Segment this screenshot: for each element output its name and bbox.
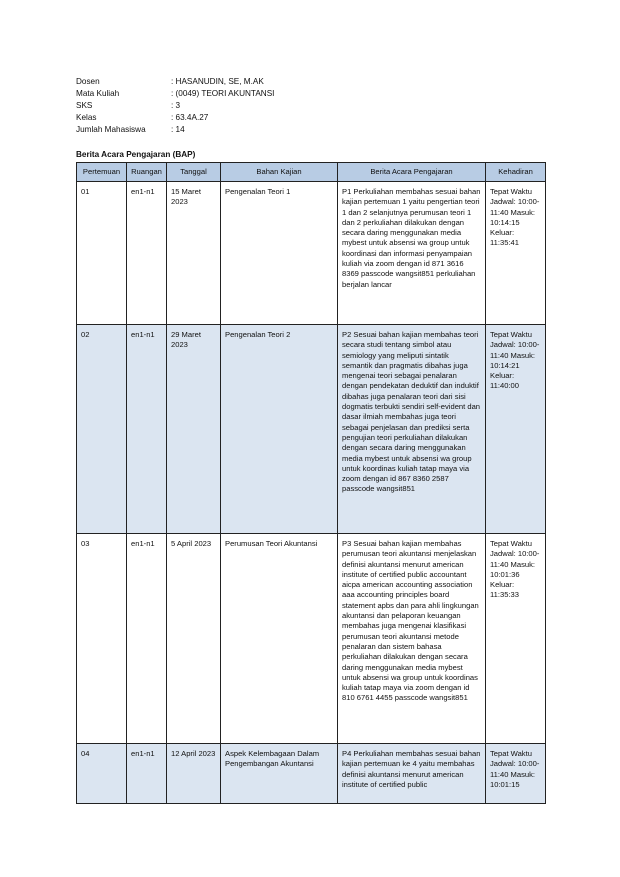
table-row: [77, 534, 546, 744]
section-title: Berita Acara Pengajaran (BAP): [76, 150, 196, 159]
cell-bahan-kajian: Pengenalan Teori 2: [221, 325, 338, 534]
info-row-sks: [76, 100, 274, 112]
cell-pertemuan: 03: [77, 534, 127, 744]
column-header-ruangan: Ruangan: [127, 163, 167, 182]
cell-kehadiran: Tepat Waktu Jadwal: 10:00-11:40 Masuk: 10:01:36 Keluar: 11:35:33: [486, 534, 546, 744]
cell-berita-acara: P2 Sesuai bahan kajian membahas teori secara studi tentang simbol atau semiology yang meliputi sintatik semantik dan pragmatis dibahas juga mengenai teori sebagai penalaran dengan pendekatan deduktif dan induktif dibahas juga penalaran teori dari sisi dogmatis terbukti sendiri self-evident dan dasar ilmiah membahas juga teori sebagai penjelasan dan prediksi serta pengujian teori perkuliahan dilakukan dengan secara daring menggunakan media mybest untuk absensi wa group untuk koordinas kuliah tatap maya via zoom dengan id 867 8360 2587 passcode wangsit851: [338, 325, 486, 534]
cell-bahan-kajian: Aspek Kelembagaan Dalam Pengembangan Akuntansi: [221, 744, 338, 804]
info-value: : 14: [171, 125, 185, 134]
cell-bahan-kajian: Pengenalan Teori 1: [221, 182, 338, 325]
table-row: [77, 325, 546, 534]
info-row-mata-kuliah: [76, 88, 274, 100]
cell-kehadiran: Tepat Waktu Jadwal: 10:00-11:40 Masuk: 10:14:15 Keluar: 11:35:41: [486, 182, 546, 325]
info-label: Mata Kuliah: [76, 89, 120, 98]
course-info: [76, 76, 274, 136]
bap-table: [76, 162, 546, 804]
info-label: SKS: [76, 101, 93, 110]
cell-pertemuan: 04: [77, 744, 127, 804]
cell-ruangan: en1-n1: [127, 182, 167, 325]
cell-ruangan: en1-n1: [127, 534, 167, 744]
cell-tanggal: 12 April 2023: [167, 744, 221, 804]
table-row: [77, 744, 546, 804]
cell-tanggal: 15 Maret 2023: [167, 182, 221, 325]
cell-pertemuan: 01: [77, 182, 127, 325]
column-header-pertemuan: Pertemuan: [77, 163, 127, 182]
cell-ruangan: en1-n1: [127, 325, 167, 534]
cell-tanggal: 5 April 2023: [167, 534, 221, 744]
info-row-kelas: [76, 112, 274, 124]
info-value: : (0049) TEORI AKUNTANSI: [171, 89, 275, 98]
table-row: [77, 182, 546, 325]
cell-kehadiran: Tepat Waktu Jadwal: 10:00-11:40 Masuk: 10:14:21 Keluar: 11:40:00: [486, 325, 546, 534]
info-value: : 3: [171, 101, 181, 110]
cell-berita-acara: P1 Perkuliahan membahas sesuai bahan kajian pertemuan 1 yaitu pengertian teori 1 dan 2 selanjutnya perumusan teori 1 dan 2 perkuliahan dilakukan dengan secara daring menggunakan media mybest untuk absensi wa group untuk koordinasi dan informasi penyampaian kuliah via zoom dengan id 871 3616 8369 passcode wangsit851 perkuliahan berjalan lancar: [338, 182, 486, 325]
column-header-tanggal: Tanggal: [167, 163, 221, 182]
info-label: Dosen: [76, 77, 100, 86]
info-value: : 63.4A.27: [171, 113, 209, 122]
cell-berita-acara: P3 Sesuai bahan kajian membahas perumusan teori akuntansi menjelaskan definisi akuntansi menurut american institute of certified public accountant aicpa american accounting association aaa accounting principles board statement apbs dan para ahli lingkungan akuntansi dan pelaporan keuangan membahas juga mengenai klasifikasi perumusan teori akuntansi metode penalaran dan sistem bahasa perkuliahan dilakukan dengan secara daring menggunakan media mybest untuk absensi wa group untuk koordinas kuliah tatap maya via zoom dengan id 810 6761 4455 passcode wangsit851: [338, 534, 486, 744]
column-header-kehadiran: Kehadiran: [486, 163, 546, 182]
cell-tanggal: 29 Maret 2023: [167, 325, 221, 534]
cell-berita-acara: P4 Perkuliahan membahas sesuai bahan kajian pertemuan ke 4 yaitu membahas definisi akuntansi menurut american institute of certified public: [338, 744, 486, 804]
table-header-row: [77, 163, 546, 182]
info-value: : HASANUDIN, SE, M.AK: [171, 77, 264, 86]
cell-kehadiran: Tepat Waktu Jadwal: 10:00-11:40 Masuk: 10:01:15: [486, 744, 546, 804]
column-header-bahan-kajian: Bahan Kajian: [221, 163, 338, 182]
info-label: Kelas: [76, 113, 97, 122]
cell-bahan-kajian: Perumusan Teori Akuntansi: [221, 534, 338, 744]
column-header-berita-acara: Berita Acara Pengajaran: [338, 163, 486, 182]
cell-pertemuan: 02: [77, 325, 127, 534]
info-label: Jumlah Mahasiswa: [76, 125, 146, 134]
info-row-jumlah-mahasiswa: [76, 124, 274, 136]
info-row-dosen: [76, 76, 274, 88]
cell-ruangan: en1-n1: [127, 744, 167, 804]
